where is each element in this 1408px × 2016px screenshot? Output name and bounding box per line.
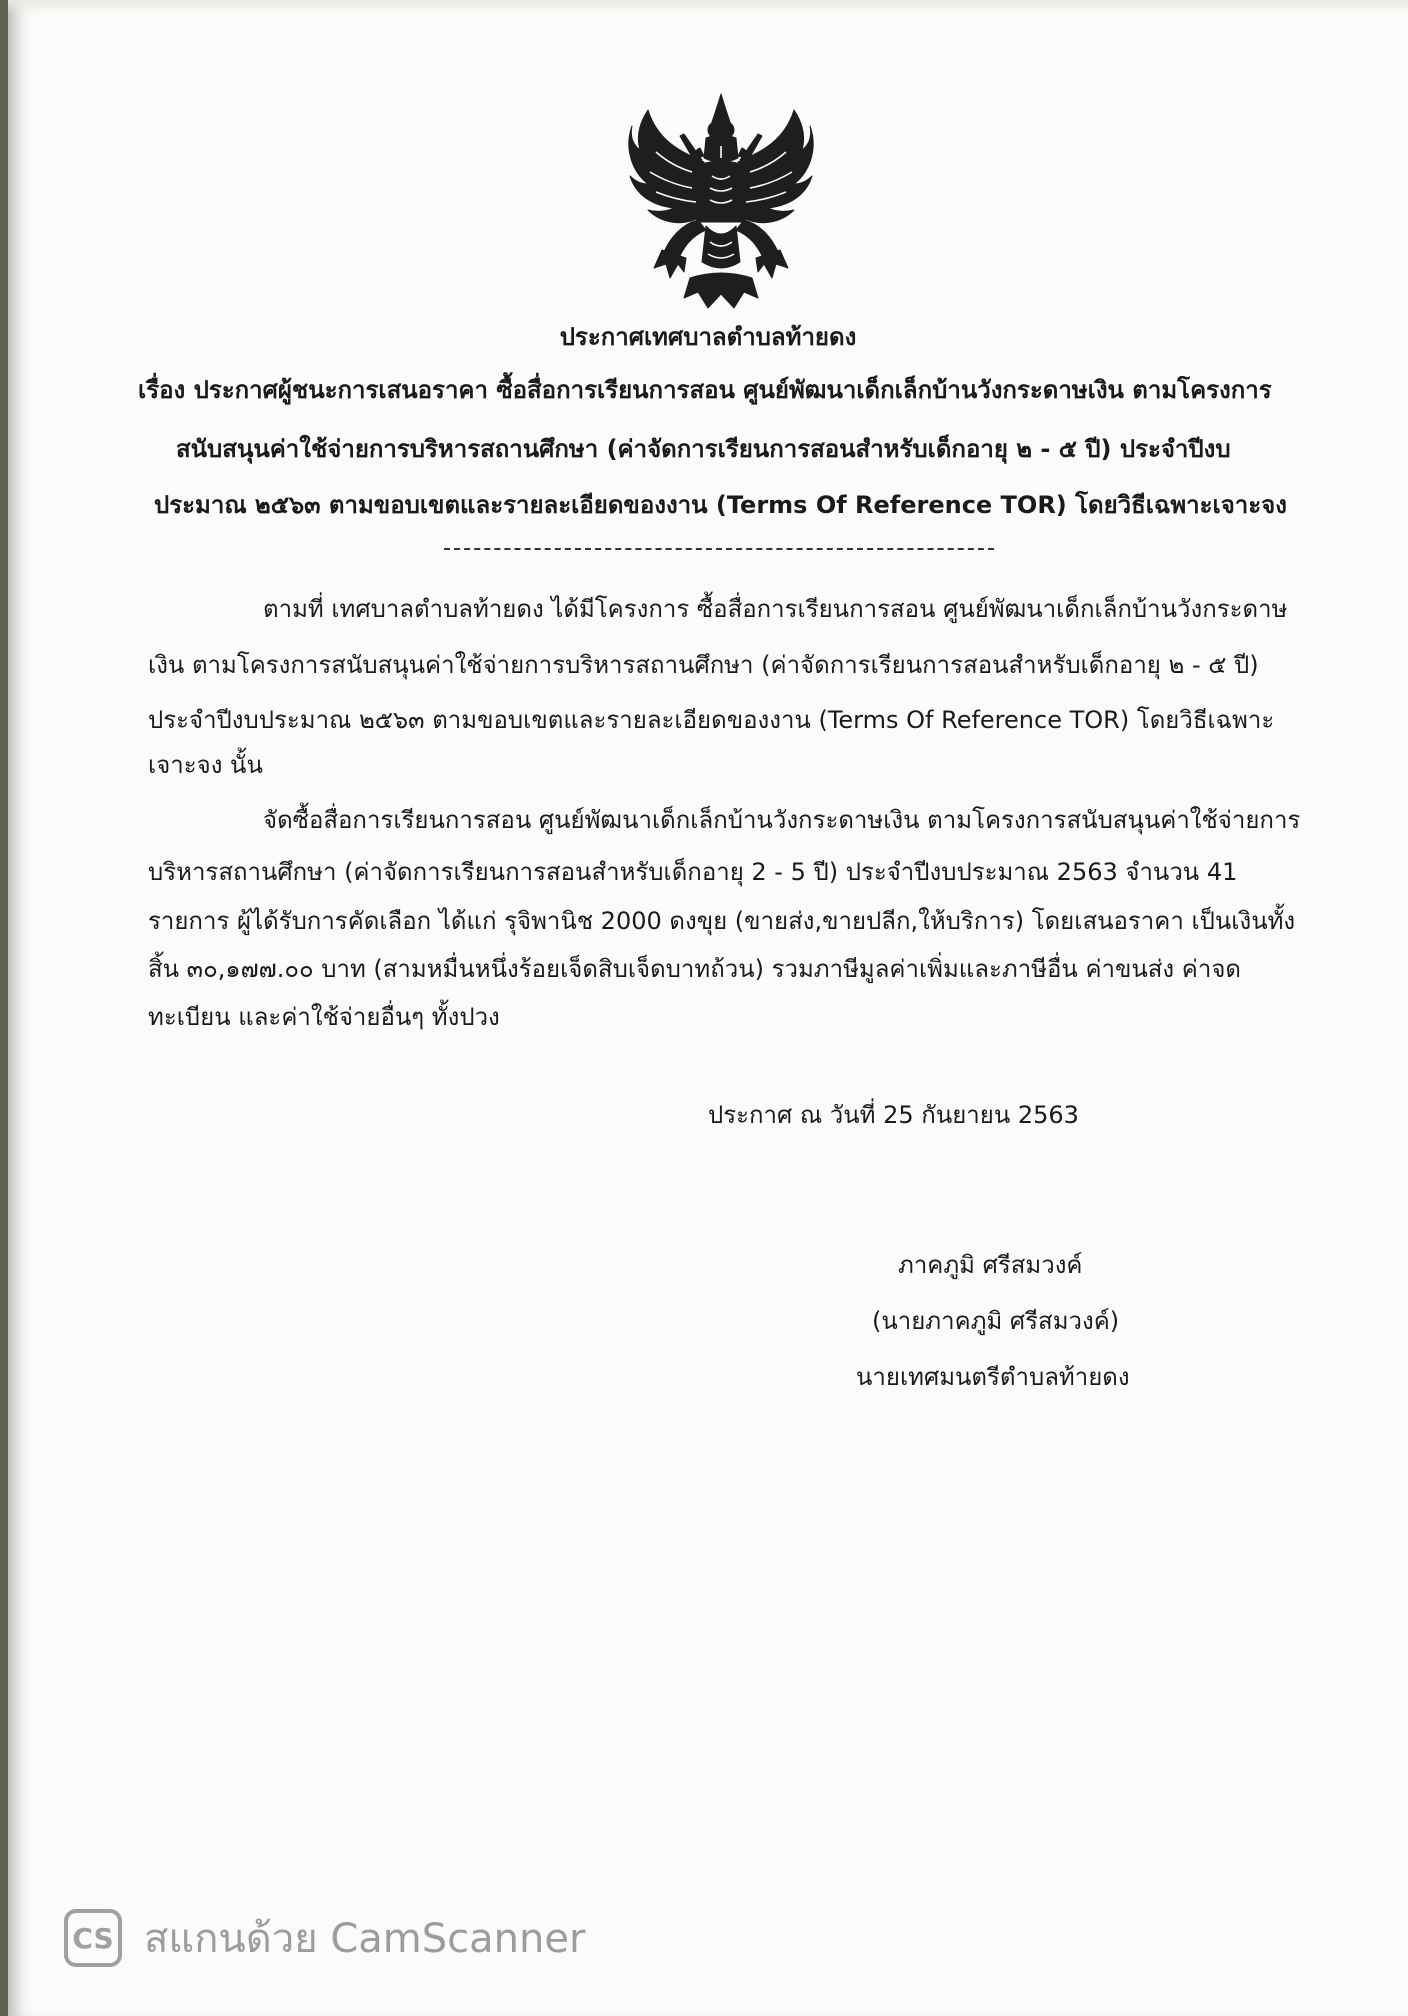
printed-name: (นายภาคภูมิ ศรีสมวงค์) [872, 1307, 1120, 1335]
document-page [8, 0, 1408, 2016]
separator-line [444, 548, 994, 550]
scan-edge [8, 0, 1408, 14]
paragraph1-line-4: เจาะจง นั้น [148, 751, 263, 779]
subject-line-2: สนับสนุนค่าใช้จ่ายการบริหารสถานศึกษา (ค่าจัดการเรียนการสอนสำหรับเด็กอายุ ๒ - ๕ ปี) ประจำปีงบ [176, 435, 1231, 463]
subject-line-1: เรื่อง ประกาศผู้ชนะการเสนอราคา ซื้อสื่อการเรียนการสอน ศูนย์พัฒนาเด็กเล็กบ้านวังกระดาษเงิน ตามโครงการ [138, 376, 1272, 404]
watermark-text: สแกนด้วย CamScanner [144, 1916, 586, 1962]
paragraph2-line-2: บริหารสถานศึกษา (ค่าจัดการเรียนการสอนสำหรับเด็กอายุ 2 - 5 ปี) ประจำปีงบประมาณ 2563 จำนวน 41 [148, 858, 1238, 886]
signer-position: นายเทศมนตรีตำบลท้ายดง [856, 1363, 1130, 1391]
garuda-emblem-icon [626, 92, 816, 314]
paragraph1-line-3: ประจำปีงบประมาณ ๒๕๖๓ ตามขอบเขตและรายละเอียดของงาน (Terms Of Reference TOR) โดยวิธีเฉพาะ [148, 706, 1275, 734]
paragraph2-line-4: สิ้น ๓๐,๑๗๗.๐๐ บาท (สามหมื่นหนึ่งร้อยเจ็ดสิบเจ็ดบาทถ้วน) รวมภาษีมูลค่าเพิ่มและภาษีอื่น ค่าขนส่ง ค่าจด [148, 955, 1241, 983]
paragraph2-line-3: รายการ ผู้ได้รับการคัดเลือก ได้แก่ รุจิพานิช 2000 ดงขุย (ขายส่ง,ขายปลีก,ให้บริการ) โดยเสนอราคา เป็นเงินทั้ง [148, 907, 1296, 935]
subject-line-3: ประมาณ ๒๕๖๓ ตามขอบเขตและรายละเอียดของงาน (Terms Of Reference TOR) โดยวิธีเฉพาะเจาะจง [154, 491, 1287, 519]
announcement-date: ประกาศ ณ วันที่ 25 กันยายน 2563 [708, 1101, 1079, 1129]
paragraph1-line-2: เงิน ตามโครงการสนับสนุนค่าใช้จ่ายการบริหารสถานศึกษา (ค่าจัดการเรียนการสอนสำหรับเด็กอายุ ๒ - ๕ ปี) [148, 651, 1259, 679]
camscanner-watermark [64, 1906, 585, 1970]
agency-title: ประกาศเทศบาลตำบลท้ายดง [559, 323, 857, 351]
paragraph2-line-5: ทะเบียน และค่าใช้จ่ายอื่นๆ ทั้งปวง [148, 1003, 500, 1031]
signature-name: ภาคภูมิ ศรีสมวงค์ [898, 1251, 1083, 1279]
camscanner-logo-icon: CS [64, 1909, 122, 1967]
paragraph1-line-1: ตามที่ เทศบาลตำบลท้ายดง ได้มีโครงการ ซื้อสื่อการเรียนการสอน ศูนย์พัฒนาเด็กเล็กบ้านวังกระดาษ [263, 595, 1288, 623]
paragraph2-line-1: จัดซื้อสื่อการเรียนการสอน ศูนย์พัฒนาเด็กเล็กบ้านวังกระดาษเงิน ตามโครงการสนับสนุนค่าใช้จ่ายการ [263, 806, 1301, 834]
